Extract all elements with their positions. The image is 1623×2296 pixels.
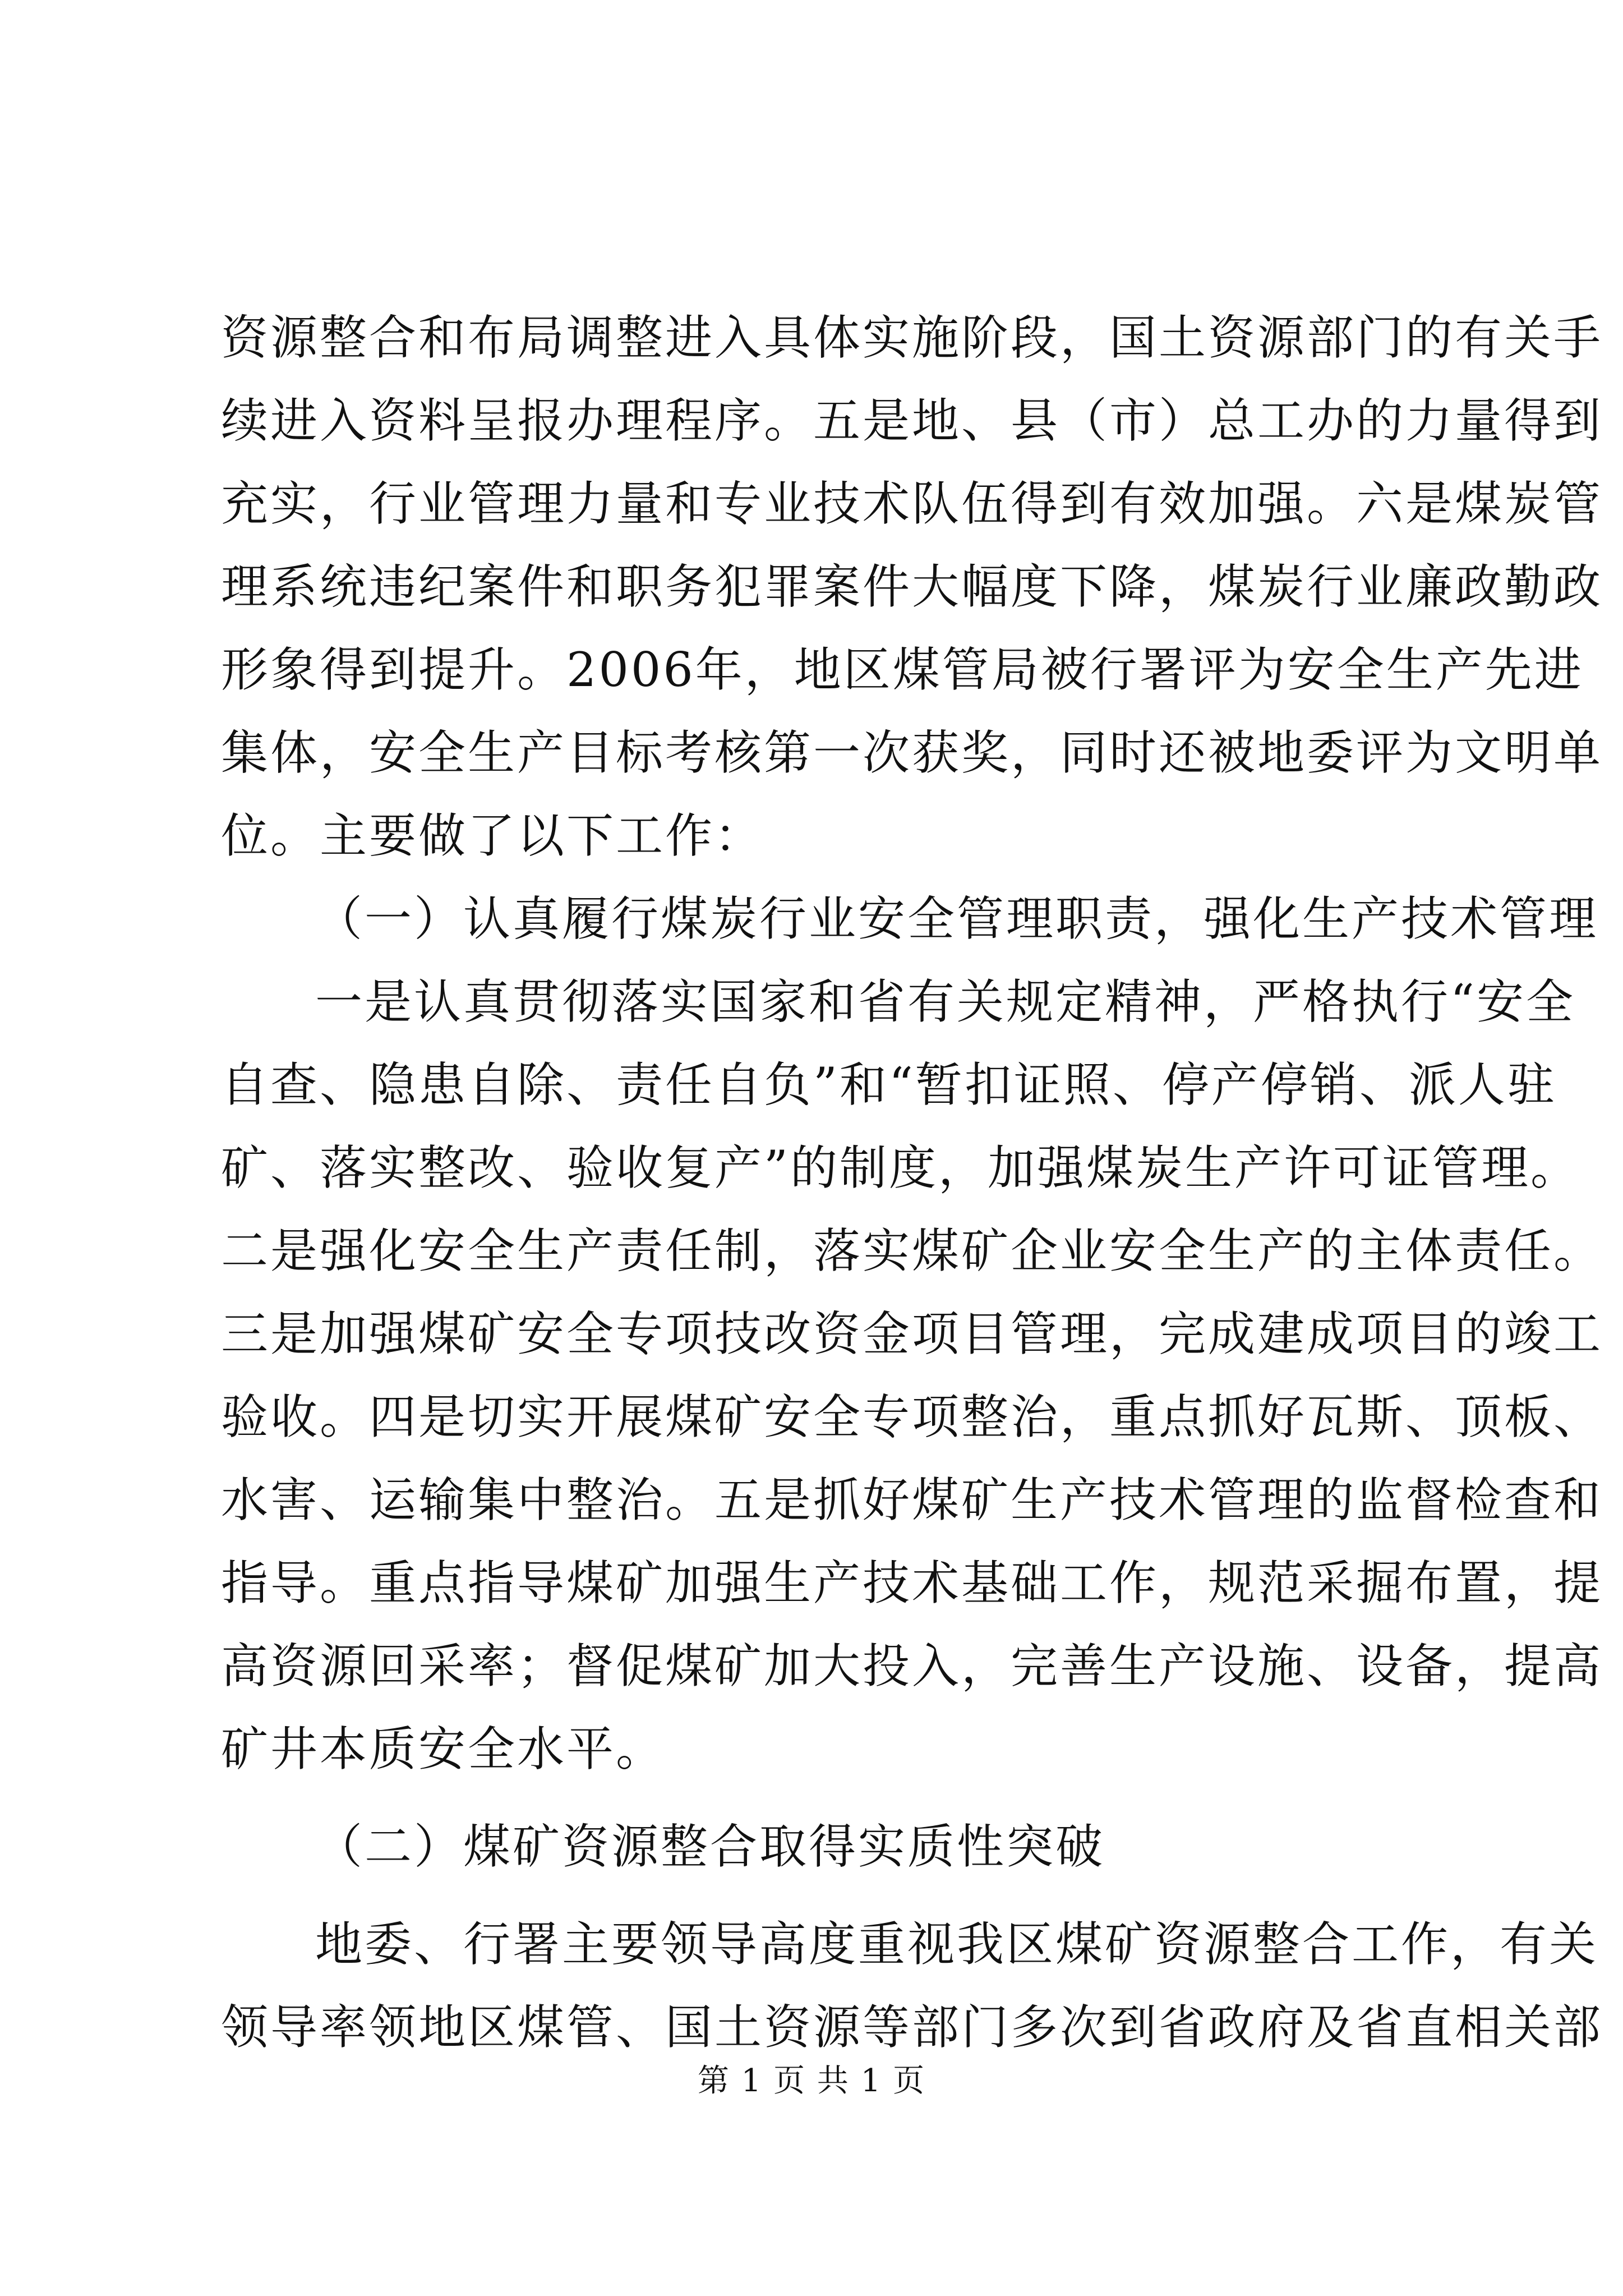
text-line: 矿井本质安全水平。 (221, 1722, 666, 1777)
text-line: 三是加强煤矿安全专项技改资金项目管理，完成建成项目的竣工 (221, 1306, 1603, 1361)
text-line: 集体，安全生产目标考核第一次获奖，同时还被地委评为文明单 (221, 725, 1603, 780)
text-line: 位。主要做了以下工作： (221, 808, 764, 863)
text-line: 领导率领地区煤管、国土资源等部门多次到省政府及省直相关部 (221, 2000, 1603, 2055)
document-body (221, 296, 1603, 2069)
text-line: 高资源回采率；督促煤矿加大投入，完善生产设施、设备，提高 (221, 1639, 1603, 1694)
text-line: 矿、落实整改、验收复产”的制度，加强煤炭生产许可证管理。 (221, 1140, 1580, 1195)
page-footer: 第 1 页 共 1 页 (697, 2063, 926, 2099)
paragraph-gap (221, 1888, 1421, 1903)
text-line: 自查、隐患自除、责任自负”和“暂扣证照、停产停销、派人驻 (221, 1057, 1557, 1112)
text-line: 充实，行业管理力量和专业技术队伍得到有效加强。六是煤炭管 (221, 476, 1603, 531)
text-line: 水害、运输集中整治。五是抓好煤矿生产技术管理的监督检查和 (221, 1473, 1603, 1527)
text-line: 一是认真贯彻落实国家和省有关规定精神，严格执行“安全 (315, 974, 1575, 1029)
text-line: 验收。四是切实开展煤矿安全专项整治，重点抓好瓦斯、顶板、 (221, 1389, 1603, 1444)
text-line: 二是强化安全生产责任制，落实煤矿企业安全生产的主体责任。 (221, 1223, 1603, 1278)
text-line: 指导。重点指导煤矿加强生产技术基础工作，规范采掘布置，提 (221, 1556, 1603, 1611)
section-heading: （二）煤矿资源整合取得实质性突破 (315, 1819, 1105, 1874)
paragraph-gap (221, 1791, 1421, 1805)
text-line: 续进入资料呈报办理程序。五是地、县（市）总工办的力量得到 (221, 393, 1603, 448)
text-line: 地委、行署主要领导高度重视我区煤矿资源整合工作，有关 (315, 1917, 1599, 1972)
text-line: 理系统违纪案件和职务犯罪案件大幅度下降，煤炭行业廉政勤政 (221, 559, 1603, 614)
section-heading: （一）认真履行煤炭行业安全管理职责，强化生产技术管理 (315, 891, 1599, 946)
text-line: 资源整合和布局调整进入具体实施阶段，国土资源部门的有关手 (221, 310, 1603, 365)
text-line: 形象得到提升。2006年，地区煤管局被行署评为安全生产先进 (221, 642, 1584, 697)
